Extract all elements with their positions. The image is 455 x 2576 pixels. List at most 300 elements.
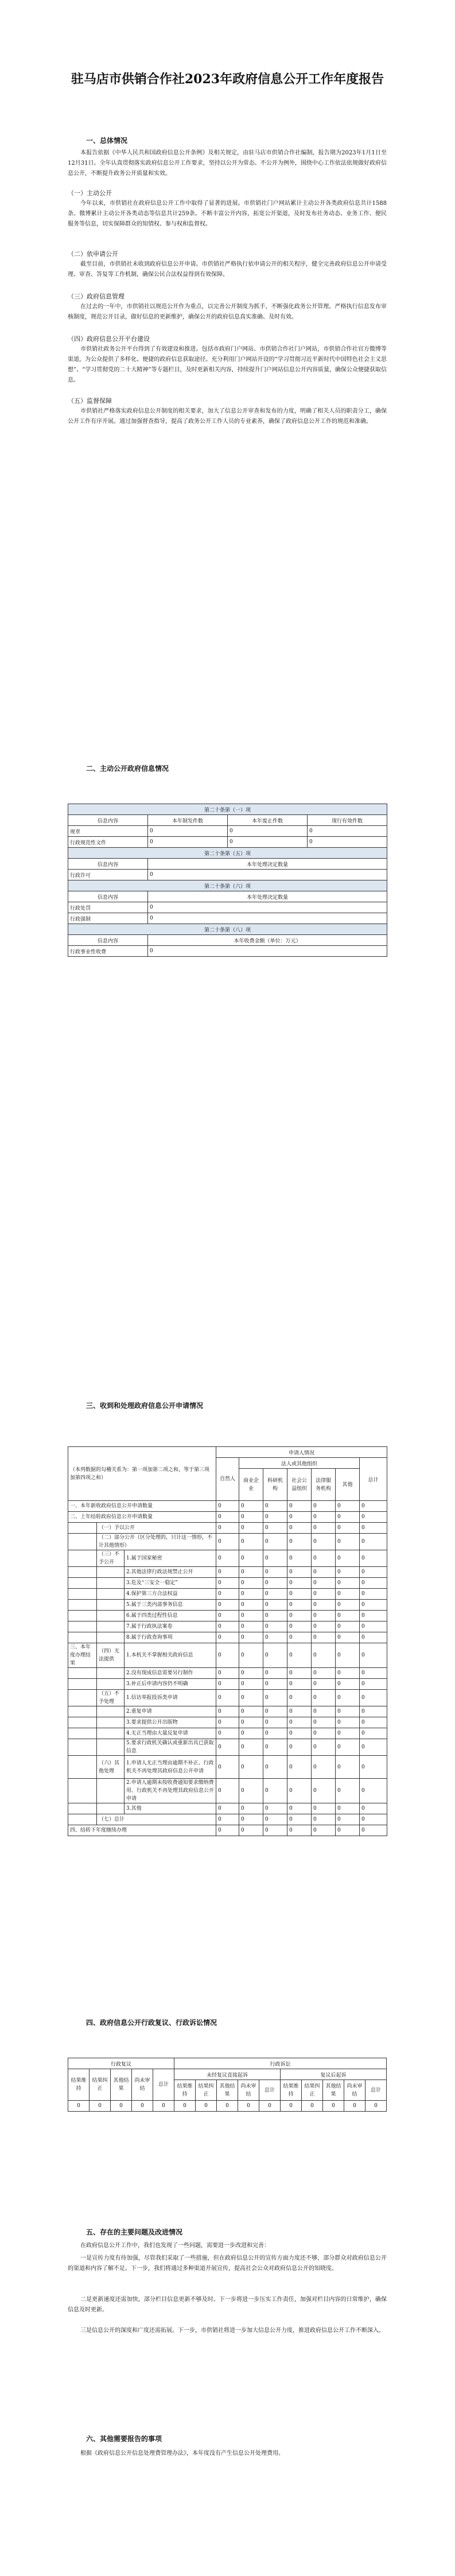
cell-value: 0 bbox=[239, 1501, 263, 1512]
cell-value: 0 bbox=[263, 1803, 287, 1814]
section5-p4: 三是信息公开的深度和广度还需拓展。下一步，市供销社将进一步加大信息公开力度，推进政府信息公开工作不断深入。 bbox=[80, 2327, 384, 2334]
cell-value: 0 bbox=[287, 1600, 312, 1611]
cell-value: 0 bbox=[312, 1739, 336, 1756]
section5-heading: 五、存在的主要问题及改进情况 bbox=[86, 2228, 183, 2236]
cell-value: 0 bbox=[239, 1589, 263, 1600]
table-row bbox=[68, 870, 387, 880]
natural-person-header: 自然人 bbox=[216, 1458, 239, 1501]
row-label: 3.其他 bbox=[125, 1803, 216, 1814]
lit-col: 总计 bbox=[365, 2080, 387, 2101]
cell-value: 0 bbox=[312, 1550, 336, 1567]
table-row bbox=[68, 1643, 387, 1668]
cell-value: 0 bbox=[336, 1803, 360, 1814]
cell-value: 0 bbox=[216, 1679, 239, 1690]
report-title: 驻马店市供销合作社2023年政府信息公开工作年度报告 bbox=[71, 72, 384, 87]
cell-value: 0 bbox=[312, 1728, 336, 1739]
review-litigation-table bbox=[68, 2058, 387, 2112]
table-row bbox=[68, 1523, 387, 1534]
cell-value: 0 bbox=[336, 1578, 360, 1589]
cell-value: 0 bbox=[263, 1679, 287, 1690]
cell-value: 0 bbox=[336, 1632, 360, 1643]
table-row bbox=[68, 1589, 387, 1600]
cell-value: 0 bbox=[336, 1512, 360, 1523]
section5-p2: 一是宣传力度有待加强，尽管我们采取了一些措施，但在政府信息公开的宣传方面力度还不够，部分群众对政府信息公开的渠道和内容了解不足。下一步，我们将通过多种渠道开展宣传，提高社会公众对政府信息公开的知晓度。 bbox=[68, 2255, 387, 2272]
cell-value: 0 bbox=[365, 2101, 387, 2112]
sub4-heading: （四）政府信息公开平台建设 bbox=[68, 335, 150, 343]
cell-value: 0 bbox=[239, 1803, 263, 1814]
row-label bbox=[68, 1567, 97, 1578]
section5-p1: 在政府信息公开工作中，我们也发现了一些问题，需要进一步改进和完善： bbox=[80, 2243, 270, 2249]
cell-value: 0 bbox=[263, 1512, 287, 1523]
cell-value: 0 bbox=[287, 1668, 312, 1679]
cell-value: 0 bbox=[336, 1728, 360, 1739]
cell-value: 0 bbox=[216, 1589, 239, 1600]
cell-value: 0 bbox=[360, 1706, 387, 1717]
row-label bbox=[97, 1739, 125, 1756]
cell-value: 0 bbox=[216, 1621, 239, 1632]
cell-value: 0 bbox=[287, 1825, 312, 1836]
cell-value: 0 bbox=[336, 1621, 360, 1632]
cell-value: 0 bbox=[360, 1632, 387, 1643]
cell-value: 0 bbox=[336, 1501, 360, 1512]
legal-col-header: 社会公益组织 bbox=[287, 1469, 312, 1501]
row-label bbox=[68, 1717, 97, 1728]
cell-value: 0 bbox=[336, 1643, 360, 1668]
cell-value: 0 bbox=[239, 1550, 263, 1567]
table-row bbox=[68, 1668, 387, 1679]
cell-value: 0 bbox=[216, 1643, 239, 1668]
band-item5: 第二十条第（五）项 bbox=[68, 848, 387, 859]
review-col: 结果维持 bbox=[68, 2069, 90, 2101]
cell-value: 0 bbox=[360, 1668, 387, 1679]
table-row bbox=[68, 1717, 387, 1728]
cell-value: 0 bbox=[336, 1825, 360, 1836]
row-label: 行政处罚 bbox=[68, 902, 148, 913]
cell-value: 0 bbox=[287, 1779, 312, 1803]
cell-value: 0 bbox=[263, 1728, 287, 1739]
lit-col: 其他结果 bbox=[323, 2080, 344, 2101]
cell-value: 0 bbox=[239, 1567, 263, 1578]
col-header: 信息内容 bbox=[68, 935, 148, 946]
cell-value: 0 bbox=[216, 1578, 239, 1589]
cell-value: 0 bbox=[336, 1739, 360, 1756]
review-col: 结果纠正 bbox=[90, 2069, 111, 2101]
cell-value: 0 bbox=[263, 1567, 287, 1578]
row-label bbox=[68, 1632, 97, 1643]
cell-value: 0 bbox=[263, 1523, 287, 1534]
cell-value: 0 bbox=[148, 913, 387, 924]
legal-col-header: 其他 bbox=[336, 1469, 360, 1501]
table-row bbox=[68, 1690, 387, 1706]
table-row bbox=[68, 1578, 387, 1589]
col-header: 现行有效件数 bbox=[308, 815, 387, 826]
row-label bbox=[97, 1567, 125, 1578]
lit-col: 尚未审结 bbox=[238, 2080, 259, 2101]
row-label: 三、本年度办理结果 bbox=[68, 1643, 97, 1668]
row-label bbox=[68, 1690, 97, 1706]
cell-value: 0 bbox=[148, 946, 387, 957]
cell-value: 0 bbox=[263, 1643, 287, 1668]
cell-value: 0 bbox=[259, 2101, 281, 2112]
cell-value: 0 bbox=[238, 2101, 259, 2112]
cell-value: 0 bbox=[312, 1611, 336, 1621]
row-label: 1.申请人无正当理由逾期不补正、行政机关不再处理其政府信息公开申请 bbox=[125, 1756, 216, 1779]
cell-value: 0 bbox=[216, 1690, 239, 1706]
cell-value: 0 bbox=[216, 1512, 239, 1523]
after-review-header: 复议后起诉 bbox=[281, 2069, 387, 2080]
row-label: （六）其他处理 bbox=[97, 1756, 125, 1779]
section2-heading: 二、主动公开政府信息情况 bbox=[86, 765, 169, 773]
section1-intro: 本报告依据《中华人民共和国政府信息公开条例》及相关规定，由驻马店市供销合作社编制，报告期为2023年1月1日至12月31日。全年认真贯彻落实政府信息公开工作要求，坚持以公开为常态、不公开为例外，围绕中心工作依法依规做好政府信息公开，不断提升政务公开质量和实效。 bbox=[68, 150, 387, 177]
row-label: （七）总计 bbox=[97, 1814, 216, 1825]
cell-value: 0 bbox=[263, 1756, 287, 1779]
col-header: 本年处理决定数量 bbox=[148, 891, 387, 902]
row-label bbox=[97, 1578, 125, 1589]
cell-value: 0 bbox=[308, 837, 387, 848]
cell-value: 0 bbox=[239, 1643, 263, 1668]
cell-value: 0 bbox=[336, 1706, 360, 1717]
cell-value: 0 bbox=[360, 1512, 387, 1523]
cell-value: 0 bbox=[263, 1534, 287, 1550]
cell-value: 0 bbox=[239, 1600, 263, 1611]
cell-value: 0 bbox=[239, 1728, 263, 1739]
cell-value: 0 bbox=[336, 1611, 360, 1621]
cell-value: 0 bbox=[239, 1679, 263, 1690]
cell-value: 0 bbox=[360, 1534, 387, 1550]
row-label bbox=[68, 1706, 97, 1717]
row-label bbox=[97, 1589, 125, 1600]
row-label: （五）不予处理 bbox=[97, 1690, 125, 1706]
cell-value: 0 bbox=[336, 1668, 360, 1679]
cell-value: 0 bbox=[312, 1578, 336, 1589]
row-label bbox=[68, 1728, 97, 1739]
cell-value: 0 bbox=[263, 1600, 287, 1611]
band-item8: 第二十条第（八）项 bbox=[68, 924, 387, 935]
corner-note: （本列数据的勾稽关系为：第一项加第二项之和，等于第三项加第四项之和） bbox=[68, 1447, 216, 1501]
cell-value: 0 bbox=[360, 1679, 387, 1690]
table-row bbox=[68, 1728, 387, 1739]
cell-value: 0 bbox=[312, 1814, 336, 1825]
cell-value: 0 bbox=[216, 1600, 239, 1611]
row-label: 1.信访举报投诉类申请 bbox=[125, 1690, 216, 1706]
row-label bbox=[68, 1779, 97, 1803]
sub1-heading: （一）主动公开 bbox=[68, 189, 112, 197]
cell-value: 0 bbox=[263, 1578, 287, 1589]
cell-value: 0 bbox=[216, 1567, 239, 1578]
review-col: 总计 bbox=[153, 2069, 174, 2101]
cell-value: 0 bbox=[312, 1600, 336, 1611]
legal-col-header: 科研机构 bbox=[263, 1469, 287, 1501]
cell-value: 0 bbox=[360, 1728, 387, 1739]
cell-value: 0 bbox=[360, 1825, 387, 1836]
cell-value: 0 bbox=[312, 1803, 336, 1814]
cell-value: 0 bbox=[287, 1512, 312, 1523]
cell-value: 0 bbox=[148, 870, 387, 880]
col-header: 本年收费金额（单位：万元） bbox=[148, 935, 387, 946]
cell-value: 0 bbox=[360, 1803, 387, 1814]
cell-value: 0 bbox=[287, 1578, 312, 1589]
cell-value: 0 bbox=[281, 2101, 302, 2112]
cell-value: 0 bbox=[336, 1523, 360, 1534]
cell-value: 0 bbox=[360, 1621, 387, 1632]
row-label bbox=[97, 1779, 125, 1803]
cell-value: 0 bbox=[263, 1706, 287, 1717]
cell-value: 0 bbox=[263, 1501, 287, 1512]
row-label bbox=[68, 1600, 97, 1611]
row-label: 1.本机关不掌握相关政府信息 bbox=[125, 1643, 216, 1668]
table-row bbox=[68, 913, 387, 924]
cell-value: 0 bbox=[336, 1814, 360, 1825]
cell-value: 0 bbox=[344, 2101, 365, 2112]
cell-value: 0 bbox=[287, 1501, 312, 1512]
row-label bbox=[68, 1668, 97, 1679]
cell-value: 0 bbox=[336, 1534, 360, 1550]
table-row bbox=[68, 1814, 387, 1825]
lit-col: 结果纠正 bbox=[196, 2080, 217, 2101]
cell-value: 0 bbox=[336, 1600, 360, 1611]
cell-value: 0 bbox=[239, 1814, 263, 1825]
cell-value: 0 bbox=[287, 1756, 312, 1779]
review-col: 其他结果 bbox=[111, 2069, 132, 2101]
cell-value: 0 bbox=[239, 1825, 263, 1836]
lit-col: 结果维持 bbox=[174, 2080, 196, 2101]
cell-value: 0 bbox=[153, 2101, 174, 2112]
row-label: 2.没有现成信息需要另行制作 bbox=[125, 1668, 216, 1679]
row-label: 2.重复申请 bbox=[125, 1706, 216, 1717]
cell-value: 0 bbox=[263, 1632, 287, 1643]
total-header: 总计 bbox=[360, 1458, 387, 1501]
sub2-text: 截至目前，市供销社未收到政府信息公开申请。市供销社严格执行依申请公开的相关程序，健全完善政府信息公开申请受理、审查、答复等工作机制，确保公民合法权益得到有效保障。 bbox=[68, 261, 387, 278]
row-label: （四）无法提供 bbox=[97, 1643, 125, 1668]
section1-heading: 一、总体情况 bbox=[86, 137, 128, 145]
cell-value: 0 bbox=[216, 1611, 239, 1621]
cell-value: 0 bbox=[263, 1589, 287, 1600]
sub4-text: 市供销社政务公开平台得到了有效建设和推进。包括市政府门户网站、市供销合作社门户网站，市供销合作社官方微博等渠道，为公众提供了多样化、便捷的政府信息获取途径。充分利用门户网站开设的“学习贯彻习近平新时代中国特色社会主义思想”、“学习贯彻党的二十大精神”等专题栏目，及时更新相关内容，持续提升门户网站信息公开内容质量，确保公众便捷获取信息。 bbox=[68, 346, 387, 383]
cell-value: 0 bbox=[287, 1534, 312, 1550]
cell-value: 0 bbox=[68, 2101, 90, 2112]
lit-col: 总计 bbox=[259, 2080, 281, 2101]
cell-value: 0 bbox=[239, 1523, 263, 1534]
cell-value: 0 bbox=[308, 826, 387, 837]
row-label: 3.补正后申请内容仍不明确 bbox=[125, 1679, 216, 1690]
cell-value: 0 bbox=[216, 1779, 239, 1803]
legal-col-header: 商业企业 bbox=[239, 1469, 263, 1501]
col-header: 信息内容 bbox=[68, 859, 148, 870]
row-label: 行政规范性文件 bbox=[68, 837, 148, 848]
row-label: 8.属于行政查询事项 bbox=[125, 1632, 216, 1643]
litigation-header: 行政诉讼 bbox=[174, 2058, 387, 2069]
row-label bbox=[97, 1803, 125, 1814]
cell-value: 0 bbox=[287, 1679, 312, 1690]
cell-value: 0 bbox=[239, 1690, 263, 1706]
cell-value: 0 bbox=[287, 1621, 312, 1632]
cell-value: 0 bbox=[148, 837, 228, 848]
cell-value: 0 bbox=[132, 2101, 153, 2112]
cell-value: 0 bbox=[312, 1679, 336, 1690]
cell-value: 0 bbox=[196, 2101, 217, 2112]
row-label bbox=[68, 1756, 97, 1779]
row-label: 4.保护第三方合法权益 bbox=[125, 1589, 216, 1600]
table-row bbox=[68, 1756, 387, 1779]
col-header: 本年制发件数 bbox=[148, 815, 228, 826]
table-row bbox=[68, 826, 387, 837]
cell-value: 0 bbox=[228, 837, 308, 848]
cell-value: 0 bbox=[312, 1717, 336, 1728]
active-disclosure-table bbox=[68, 804, 387, 957]
cell-value: 0 bbox=[216, 1534, 239, 1550]
cell-value: 0 bbox=[360, 1739, 387, 1756]
row-label bbox=[68, 1621, 97, 1632]
cell-value: 0 bbox=[263, 1814, 287, 1825]
table-row bbox=[68, 1611, 387, 1621]
cell-value: 0 bbox=[263, 1611, 287, 1621]
section6-p1: 根据《政府信息公开信息处理费管理办法》，本年度没有产生信息公开处理费用。 bbox=[80, 2450, 284, 2457]
band-item1: 第二十条第（一）项 bbox=[68, 804, 387, 815]
legal-col-header: 法律服务机构 bbox=[312, 1469, 336, 1501]
cell-value: 0 bbox=[263, 1621, 287, 1632]
row-label: 3.危及“三安全一稳定” bbox=[125, 1578, 216, 1589]
cell-value: 0 bbox=[148, 826, 228, 837]
legal-entity-header: 法人或其他组织 bbox=[239, 1458, 360, 1469]
cell-value: 0 bbox=[287, 1589, 312, 1600]
cell-value: 0 bbox=[239, 1668, 263, 1679]
cell-value: 0 bbox=[216, 1728, 239, 1739]
band-item6: 第二十条第（六）项 bbox=[68, 880, 387, 891]
row-label: 5.要求行政机关确认或重新出具已获取信息 bbox=[125, 1739, 216, 1756]
row-label: 2.申请人逾期未按收费通知要求缴纳费用、行政机关不再处理其政府信息公开申请 bbox=[125, 1779, 216, 1803]
direct-suit-header: 未经复议直接起诉 bbox=[174, 2069, 281, 2080]
cell-value: 0 bbox=[360, 1690, 387, 1706]
col-header: 信息内容 bbox=[68, 815, 148, 826]
table-row bbox=[68, 1621, 387, 1632]
row-label: 行政事业性收费 bbox=[68, 946, 148, 957]
sub5-heading: （五）监督保障 bbox=[68, 397, 112, 405]
cell-value: 0 bbox=[111, 2101, 132, 2112]
cell-value: 0 bbox=[287, 1717, 312, 1728]
cell-value: 0 bbox=[336, 1567, 360, 1578]
cell-value: 0 bbox=[336, 1756, 360, 1779]
row-label bbox=[97, 1632, 125, 1643]
table-row bbox=[68, 1779, 387, 1803]
row-label bbox=[97, 1717, 125, 1728]
cell-value: 0 bbox=[239, 1611, 263, 1621]
cell-value: 0 bbox=[312, 1512, 336, 1523]
review-col: 尚未审结 bbox=[132, 2069, 153, 2101]
cell-value: 0 bbox=[287, 1706, 312, 1717]
lit-col: 结果维持 bbox=[281, 2080, 302, 2101]
cell-value: 0 bbox=[312, 1825, 336, 1836]
cell-value: 0 bbox=[216, 1668, 239, 1679]
cell-value: 0 bbox=[263, 1717, 287, 1728]
cell-value: 0 bbox=[302, 2101, 323, 2112]
row-label bbox=[68, 1589, 97, 1600]
cell-value: 0 bbox=[360, 1779, 387, 1803]
cell-value: 0 bbox=[360, 1814, 387, 1825]
table-row bbox=[68, 1567, 387, 1578]
table-row bbox=[68, 1803, 387, 1814]
cell-value: 0 bbox=[239, 1632, 263, 1643]
row-label bbox=[68, 1679, 97, 1690]
row-label: （一）予以公开 bbox=[97, 1523, 216, 1534]
row-label bbox=[97, 1706, 125, 1717]
table-row bbox=[68, 1632, 387, 1643]
col-header: 本年废止件数 bbox=[228, 815, 308, 826]
cell-value: 0 bbox=[312, 1501, 336, 1512]
cell-value: 0 bbox=[216, 1814, 239, 1825]
cell-value: 0 bbox=[287, 1611, 312, 1621]
application-table bbox=[68, 1446, 387, 1836]
cell-value: 0 bbox=[312, 1643, 336, 1668]
row-label: 行政强制 bbox=[68, 913, 148, 924]
row-label bbox=[97, 1679, 125, 1690]
cell-value: 0 bbox=[287, 1814, 312, 1825]
cell-value: 0 bbox=[360, 1643, 387, 1668]
table-row bbox=[68, 1501, 387, 1512]
row-label: （二）部分公开（区分处理的，只计这一情形，不计其他情形） bbox=[97, 1534, 216, 1550]
cell-value: 0 bbox=[287, 1523, 312, 1534]
lit-col: 尚未审结 bbox=[344, 2080, 365, 2101]
table-row bbox=[68, 1600, 387, 1611]
cell-value: 0 bbox=[287, 1643, 312, 1668]
cell-value: 0 bbox=[312, 1523, 336, 1534]
cell-value: 0 bbox=[312, 1779, 336, 1803]
row-label bbox=[68, 1523, 97, 1534]
cell-value: 0 bbox=[263, 1668, 287, 1679]
applicant-header: 申请人情况 bbox=[216, 1447, 387, 1458]
cell-value: 0 bbox=[148, 902, 387, 913]
cell-value: 0 bbox=[336, 1779, 360, 1803]
cell-value: 0 bbox=[216, 1523, 239, 1534]
sub5-text: 市供销社严格落实政府信息公开制度的相关要求，加大了信息公开审查和发布的力度，明确了相关人员的职责分工，确保公开工作有序开展。通过加强督查指导，提高了政务公开工作人员的专业素养，确保了政府信息公开工作的规范和准确。 bbox=[68, 408, 387, 425]
row-label: 1.属于国家秘密 bbox=[125, 1550, 216, 1567]
row-label: 7.属于行政执法案卷 bbox=[125, 1621, 216, 1632]
cell-value: 0 bbox=[287, 1803, 312, 1814]
lit-col: 其他结果 bbox=[217, 2080, 238, 2101]
cell-value: 0 bbox=[312, 1589, 336, 1600]
cell-value: 0 bbox=[174, 2101, 196, 2112]
cell-value: 0 bbox=[287, 1728, 312, 1739]
cell-value: 0 bbox=[239, 1512, 263, 1523]
cell-value: 0 bbox=[239, 1621, 263, 1632]
cell-value: 0 bbox=[312, 1534, 336, 1550]
cell-value: 0 bbox=[287, 1690, 312, 1706]
table-row bbox=[68, 946, 387, 957]
table-row bbox=[68, 1534, 387, 1550]
cell-value: 0 bbox=[312, 1567, 336, 1578]
table-row bbox=[68, 1706, 387, 1717]
table-row bbox=[68, 902, 387, 913]
cell-value: 0 bbox=[360, 1523, 387, 1534]
cell-value: 0 bbox=[360, 1600, 387, 1611]
cell-value: 0 bbox=[312, 1706, 336, 1717]
cell-value: 0 bbox=[287, 1567, 312, 1578]
cell-value: 0 bbox=[263, 1739, 287, 1756]
cell-value: 0 bbox=[216, 1550, 239, 1567]
cell-value: 0 bbox=[239, 1706, 263, 1717]
cell-value: 0 bbox=[360, 1717, 387, 1728]
cell-value: 0 bbox=[90, 2101, 111, 2112]
cell-value: 0 bbox=[263, 1550, 287, 1567]
cell-value: 0 bbox=[263, 1690, 287, 1706]
row-label: 3.要求提供公开出版物 bbox=[125, 1717, 216, 1728]
section3-heading: 三、收到和处理政府信息公开申请情况 bbox=[86, 1402, 204, 1410]
section4-heading: 四、政府信息公开行政复议、行政诉讼情况 bbox=[86, 2019, 217, 2027]
review-header: 行政复议 bbox=[68, 2058, 174, 2069]
row-label bbox=[68, 1550, 97, 1567]
cell-value: 0 bbox=[216, 1706, 239, 1717]
row-label bbox=[68, 1739, 97, 1756]
cell-value: 0 bbox=[312, 1632, 336, 1643]
